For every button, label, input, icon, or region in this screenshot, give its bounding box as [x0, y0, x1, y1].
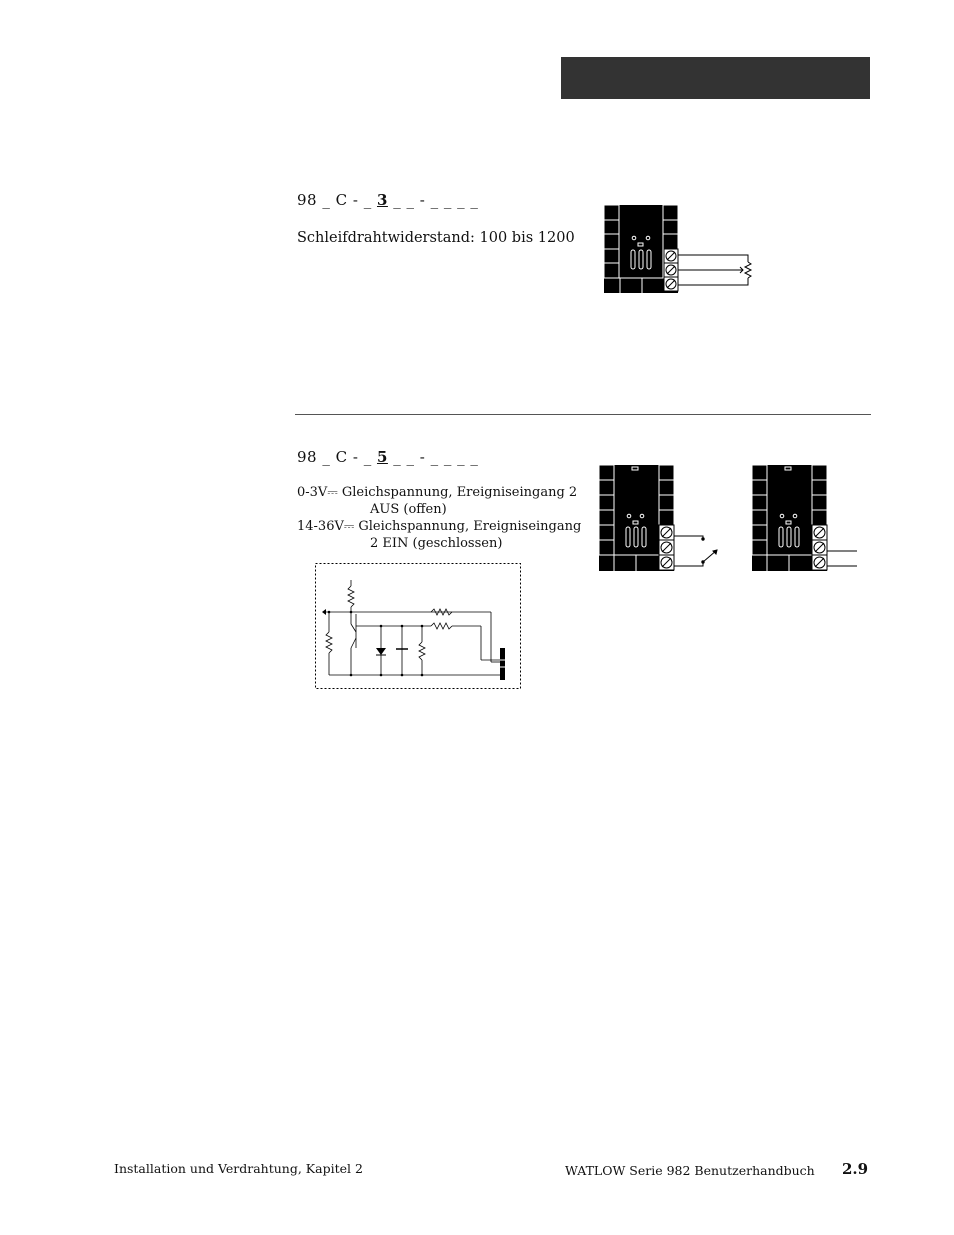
wiring-diagram-switch [596, 462, 726, 574]
switch-symbol [674, 536, 717, 566]
section-divider [295, 414, 871, 415]
event-off-line: 0-3V⎓ Gleichspannung, Ereigniseingang 2 [297, 485, 578, 500]
potentiometer-wires [678, 255, 751, 285]
wiring-diagram-voltage [749, 462, 861, 574]
screw-terminals [812, 525, 827, 570]
model-code-2: 98 _ C - _ 5 _ _ - _ _ _ _ [297, 448, 479, 466]
header-bar [561, 57, 870, 99]
event-on-line: 14-36V⎓ Gleichspannung, Ereigniseingang [297, 519, 582, 534]
screw-terminals [664, 249, 678, 291]
event-input-description [297, 484, 597, 552]
screw-terminals [659, 525, 674, 570]
event-off-state: AUS (offen) [370, 502, 447, 517]
internal-circuit-schematic [314, 562, 524, 692]
event-on-state: 2 EIN (geschlossen) [370, 536, 503, 551]
model-code-1: 98 _ C - _ 3 _ _ - _ _ _ _ [297, 191, 479, 209]
voltage-input-wires [827, 551, 857, 566]
description-1: Schleifdrahtwiderstand: 100 bis 1200 [297, 230, 575, 246]
footer-chapter: Installation und Verdrahtung, Kapitel 2 [114, 1161, 363, 1176]
potentiometer-symbol [745, 262, 751, 278]
wiring-diagram-potentiometer [600, 200, 760, 300]
footer-manual-title: WATLOW Serie 982 Benutzerhandbuch [565, 1163, 815, 1178]
page-number: 2.9 [842, 1160, 869, 1178]
